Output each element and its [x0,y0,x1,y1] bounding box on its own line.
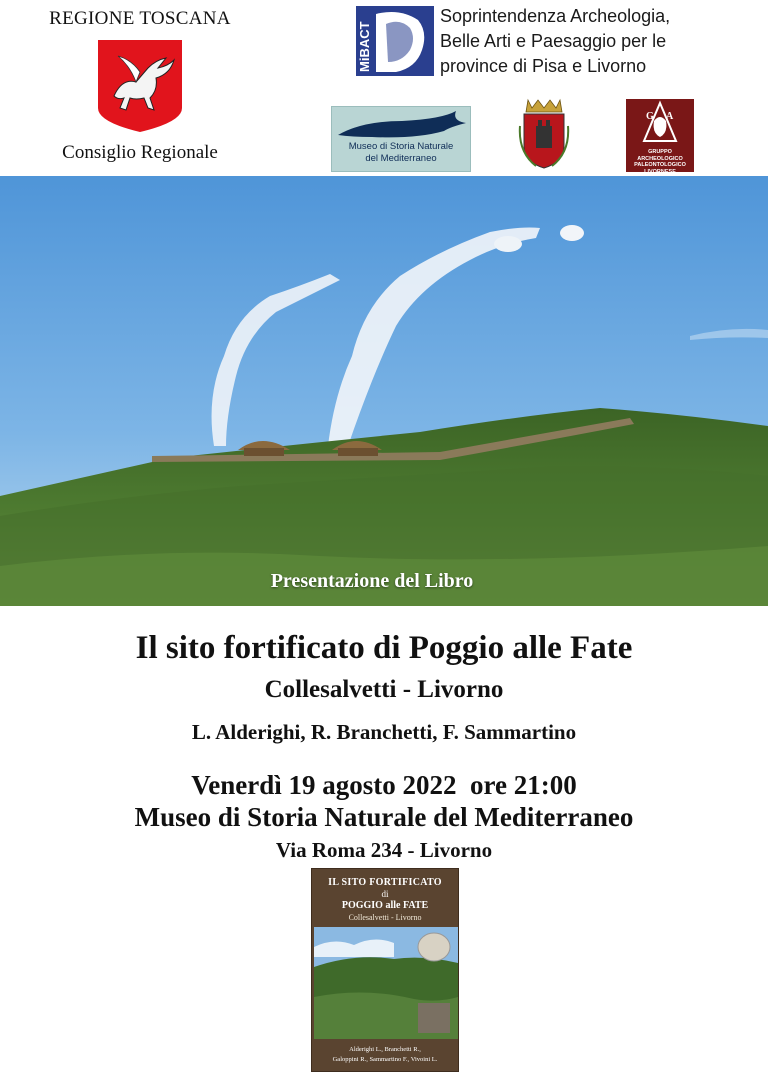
soprintendenza-text [440,4,760,79]
book-cover-authors-line: Galoppini R., Sammartino F., Vivoini L. [332,1056,438,1063]
collesalvetti-crest-icon [516,96,572,172]
soprintendenza-line: Soprintendenza Archeologia, [440,6,671,26]
museo-logo-line: del Mediterraneo [365,153,437,164]
book-title: Il sito fortificato di Poggio alle Fate [135,630,633,666]
event-datetime: Venerdì 19 agosto 2022 ore 21:00 [191,770,577,800]
presentation-caption: Presentazione del Libro [270,570,474,592]
book-cover-title-line: IL SITO FORTIFICATO [328,877,442,888]
gruppo-logo-line: PALEONTOLOGICO [634,162,686,168]
gruppo-logo-line: GRUPPO [648,149,672,155]
gruppo-emblem-icon [626,99,694,149]
book-cover-place: Collesalvetti - Livorno [348,913,422,922]
museo-storia-naturale-logo [331,106,471,172]
book-cover [311,868,459,1072]
book-cover-title-line: POGGIO alle FATE [341,900,429,911]
consiglio-regionale-label: Consiglio Regionale [62,142,218,163]
landscape-illustration [0,176,768,606]
gruppo-archeologico-logo [626,99,694,175]
svg-text:A: A [666,111,674,122]
svg-text:G: G [646,111,654,122]
soprintendenza-line: province di Pisa e Livorno [440,56,647,76]
soprintendenza-line: Belle Arti e Paesaggio per le [440,31,667,51]
regione-toscana-pegasus-icon [96,38,184,134]
book-cover-image [314,927,458,1039]
book-cover-authors-line: Alderighi L., Branchetti R., [349,1046,421,1053]
event-venue: Museo di Storia Naturale del Mediterraneo [134,802,634,832]
event-address: Via Roma 234 - Livorno [275,838,493,862]
mibact-logo-icon [356,6,434,76]
gruppo-logo-line: LIVORNESE [644,168,676,175]
whale-icon [332,107,472,141]
hill-photo [0,176,768,606]
book-subtitle: Collesalvetti - Livorno [264,676,504,703]
book-authors: L. Alderighi, R. Branchetti, F. Sammartino [191,720,577,744]
mibact-mark: MiBACT [357,21,372,72]
regione-toscana-title: REGIONE TOSCANA [49,8,231,29]
book-cover-title-line: di [381,889,389,899]
header-logos [0,0,768,176]
museo-logo-line: Museo di Storia Naturale [348,141,454,152]
gruppo-logo-line: ARCHEOLOGICO [637,155,683,162]
